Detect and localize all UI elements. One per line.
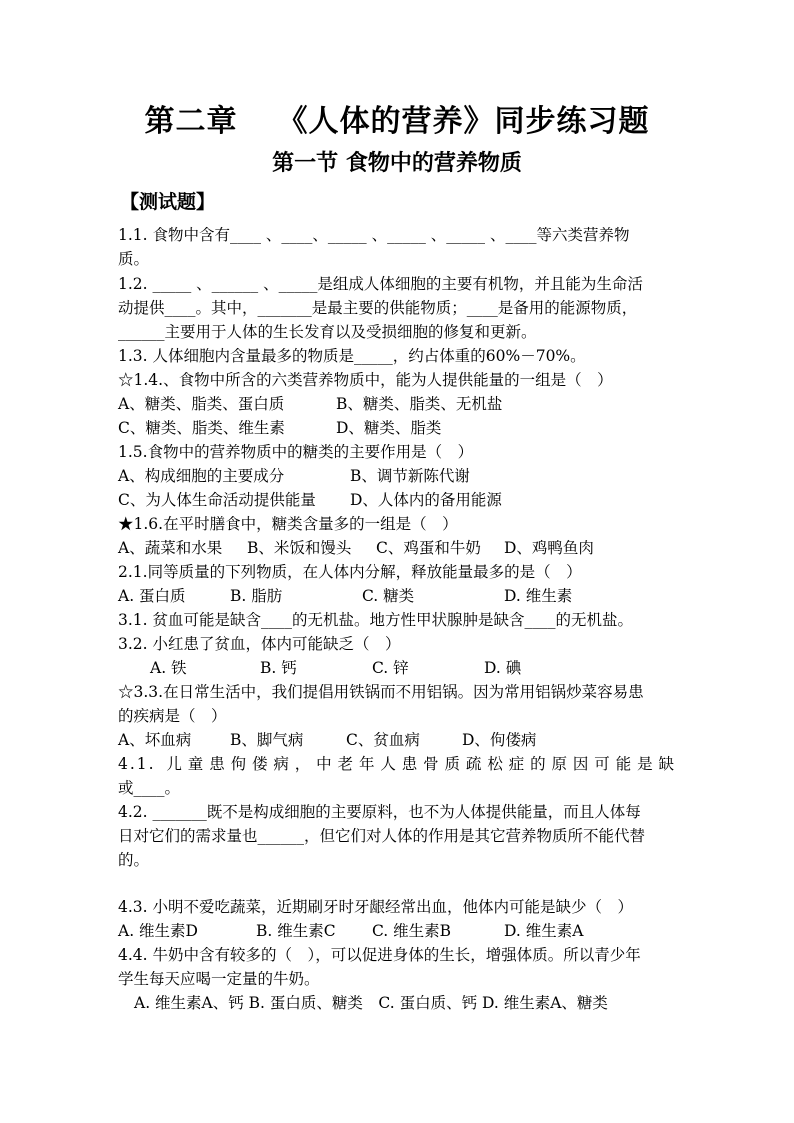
option-d: D、糖类、脂类 <box>336 419 442 437</box>
question-line: ☆3.3.在日常生活中，我们提倡用铁锅而不用铝锅。因为常用铝锅炒菜容易患 <box>118 683 644 701</box>
question-line: 4.1. 儿童患佝偻病，中老年人患骨质疏松症的原因可能是缺 <box>118 755 676 773</box>
question-line: 动提供____。其中，_______是最主要的供能物质；____是备用的能源物质， <box>118 299 638 317</box>
option-d: D、佝偻病 <box>462 731 537 749</box>
question-line: 1.5.食物中的营养物质中的糖类的主要作用是（ ） <box>118 443 474 461</box>
question-line: 的。 <box>118 851 150 869</box>
option-d: D. 维生素 <box>504 587 573 605</box>
option-b: B. 钙 <box>260 659 297 677</box>
option-row <box>118 537 594 559</box>
option-d: D. 碘 <box>484 659 522 677</box>
option-a: A、构成细胞的主要成分 <box>118 467 285 485</box>
question-line: ______主要用于人体的生长发育以及受损细胞的修复和更新。 <box>118 323 537 341</box>
option-b: B. 脂肪 <box>230 587 283 605</box>
question-line: 或____。 <box>118 779 181 797</box>
option-c: C. 糖类 <box>362 587 415 605</box>
option-row <box>118 465 470 487</box>
question-line: 1.1. 食物中含有____ 、____、_____ 、_____ 、_____ 、____等六类营养物 <box>118 226 630 244</box>
option-row <box>118 729 536 751</box>
option-c: C. 锌 <box>372 659 409 677</box>
option-row: A. 维生素A、钙 B. 蛋白质、糖类 C. 蛋白质、钙 D. 维生素A、糖类 <box>134 994 608 1012</box>
option-a: A. 维生素D <box>118 922 198 940</box>
question-line: 2.1.同等质量的下列物质，在人体内分解，释放能量最多的是（ ） <box>118 563 582 581</box>
option-row <box>118 393 502 415</box>
option-d: D、人体内的备用能源 <box>350 491 502 509</box>
option-b: B. 维生素C <box>256 922 336 940</box>
question-line: ★1.6.在平时膳食中，糖类含量多的一组是（ ） <box>118 515 458 533</box>
option-d: D. 维生素A <box>504 922 584 940</box>
question-line: 的疾病是（ ） <box>118 707 227 725</box>
option-row <box>150 657 521 679</box>
section-subtitle: 第一节 食物中的营养物质 <box>272 150 522 176</box>
test-heading: 【测试题】 <box>120 191 216 213</box>
option-row <box>118 585 572 607</box>
option-a: A、坏血病 <box>118 731 192 749</box>
question-line: 4.4. 牛奶中含有较多的（ ），可以促进身体的生长，增强体质。所以青少年 <box>118 946 641 964</box>
option-a: A、糖类、脂类、蛋白质 <box>118 395 285 413</box>
option-b: B、糖类、脂类、无机盐 <box>336 395 503 413</box>
option-row <box>118 489 502 511</box>
option-b: B、米饭和馒头 <box>247 539 352 557</box>
option-c: C、贫血病 <box>346 731 420 749</box>
option-c: C、为人体生命活动提供能量 <box>118 491 316 509</box>
question-line: 1.3. 人体细胞内含量最多的物质是_____，约占体重的60%－70%。 <box>118 347 586 365</box>
option-b: B、脚气病 <box>230 731 304 749</box>
option-c: C. 维生素B <box>372 922 452 940</box>
question-line: 学生每天应喝一定量的牛奶。 <box>118 970 320 988</box>
chapter-name: 《人体的营养》同步练习题 <box>277 104 650 139</box>
option-row <box>118 920 583 942</box>
question-line: 3.1. 贫血可能是缺含____的无机盐。地方性甲状腺肿是缺含____的无机盐。 <box>118 611 634 629</box>
option-c: C、鸡蛋和牛奶 <box>376 539 481 557</box>
option-row <box>118 417 441 439</box>
option-a: A、蔬菜和水果 <box>118 539 223 557</box>
option-b: B、调节新陈代谢 <box>350 467 470 485</box>
question-line: ☆1.4.、食物中所含的六类营养物质中，能为人提供能量的一组是（ ） <box>118 371 613 389</box>
option-d: D、鸡鸭鱼肉 <box>504 539 594 557</box>
question-line: 4.2. _______既不是构成细胞的主要原料，也不为人体提供能量，而且人体每 <box>118 803 641 821</box>
option-a: A. 蛋白质 <box>118 587 186 605</box>
question-line: 4.3. 小明不爱吃蔬菜，近期刷牙时牙龈经常出血，他体内可能是缺少（ ） <box>118 898 634 916</box>
option-c: C、糖类、脂类、维生素 <box>118 419 285 437</box>
question-line: 1.2. _____ 、______ 、_____是组成人体细胞的主要有机物，并且能为生命活 <box>118 275 643 293</box>
page-title <box>0 96 794 140</box>
option-a: A. 铁 <box>150 659 187 677</box>
question-line: 质。 <box>118 250 150 268</box>
question-line: 日对它们的需求量也______，但它们对人体的作用是其它营养物质所不能代替 <box>118 827 646 845</box>
question-line: 3.2. 小红患了贫血，体内可能缺乏（ ） <box>118 635 401 653</box>
chapter-label: 第二章 <box>144 104 238 139</box>
